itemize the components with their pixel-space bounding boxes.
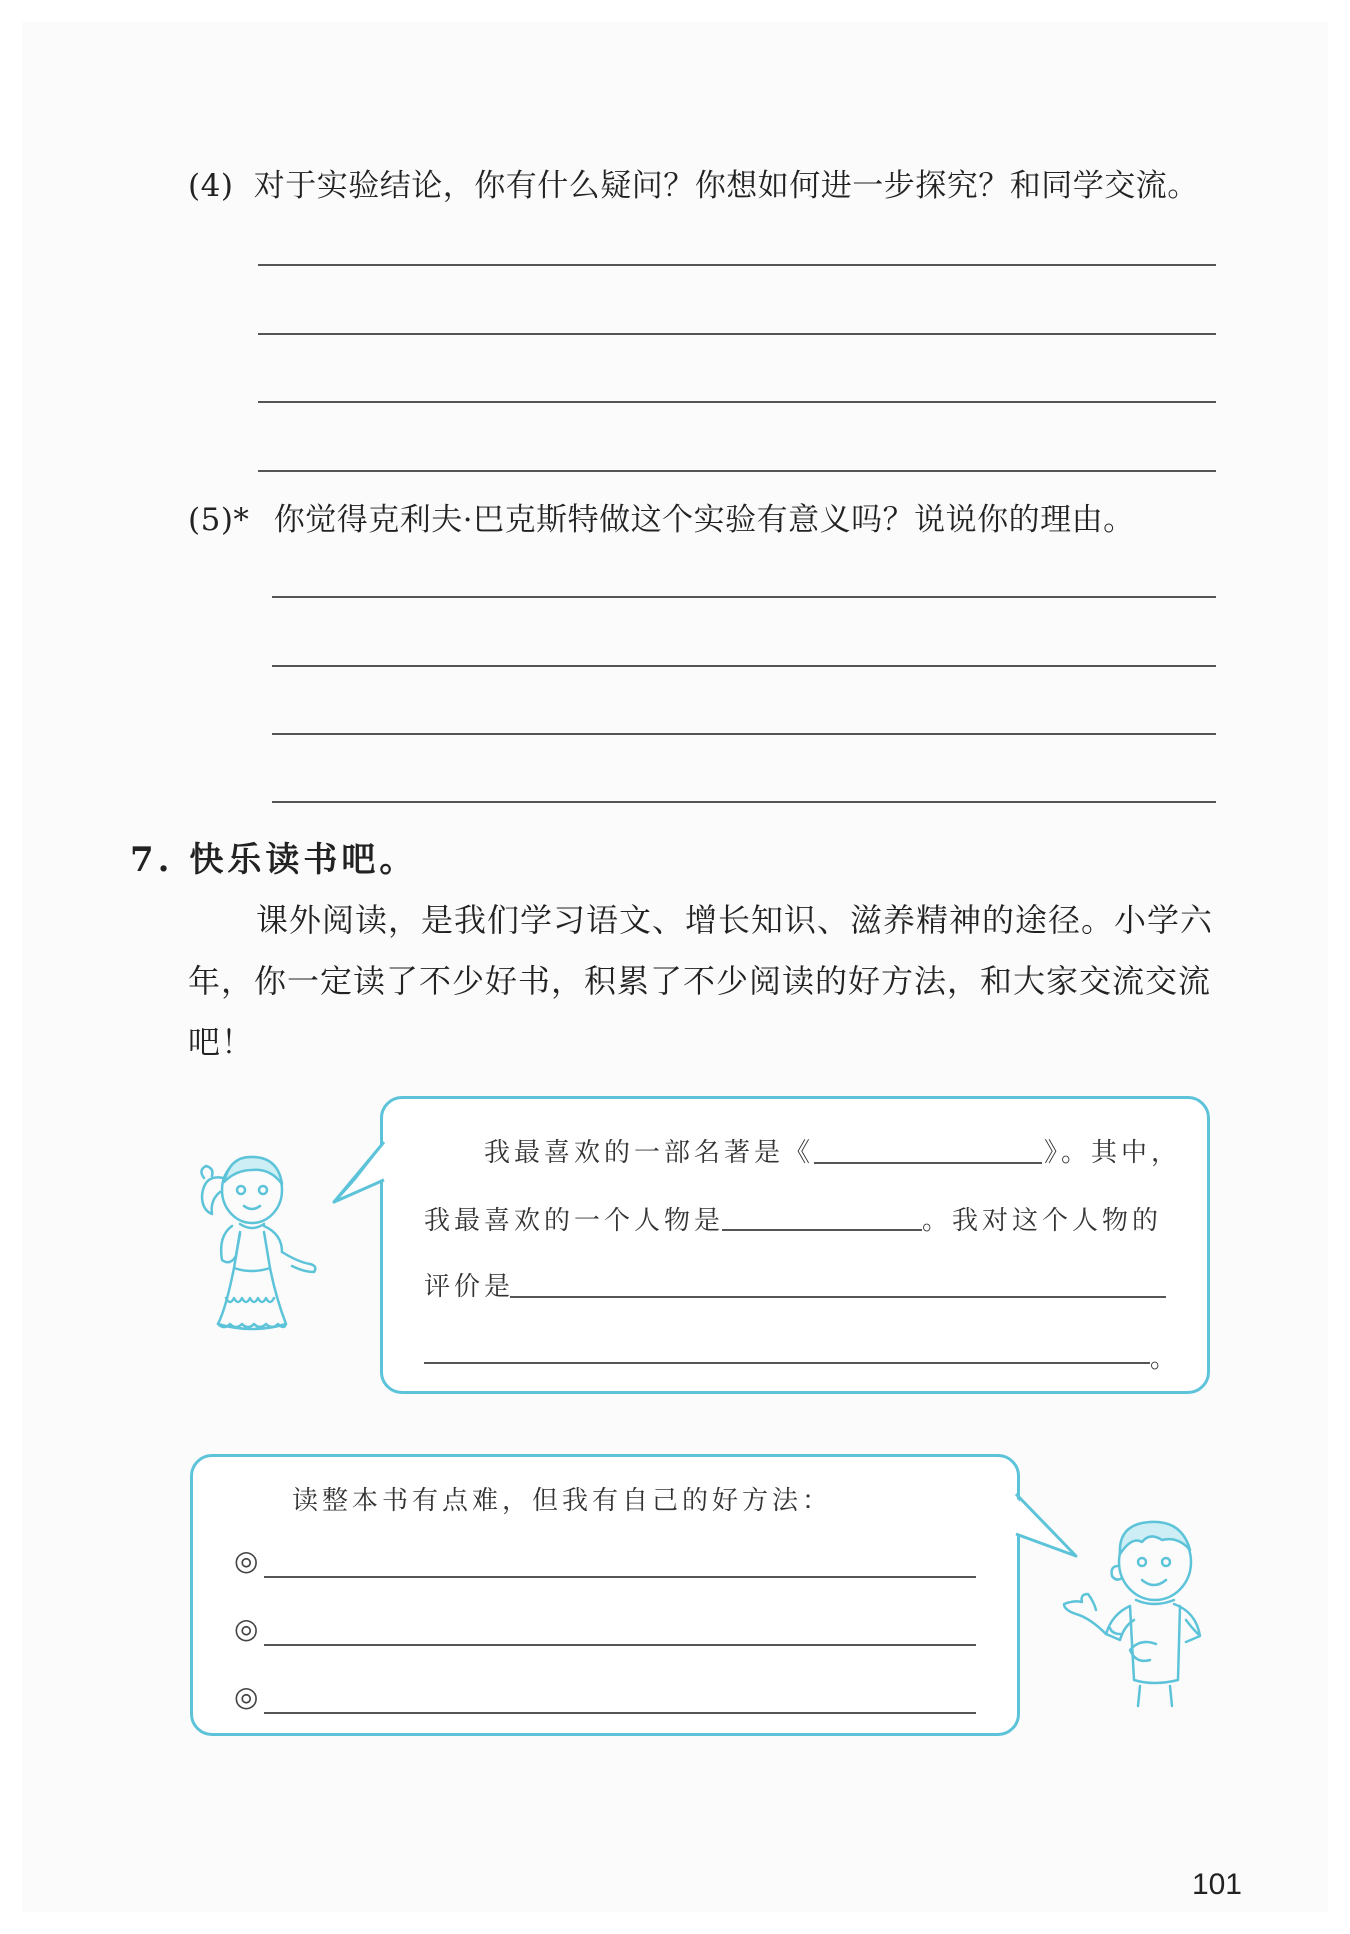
bubble-girl-line1-suffix: 》。其中，	[1044, 1138, 1182, 1168]
answer-line-q4-4[interactable]	[258, 470, 1216, 472]
question-5	[188, 494, 1135, 539]
method-bullet-2: ◎	[234, 1612, 259, 1645]
method-blank-2[interactable]	[264, 1644, 976, 1646]
question-4	[188, 160, 1199, 205]
answer-line-q4-3[interactable]	[258, 401, 1216, 403]
section-7-heading: 7. 快乐读书吧。	[130, 840, 418, 880]
question-4-number: (4)	[188, 168, 234, 204]
answer-line-q5-1[interactable]	[272, 596, 1216, 598]
answer-line-q4-1[interactable]	[258, 264, 1216, 266]
method-blank-3[interactable]	[264, 1712, 976, 1714]
method-bullet-1: ◎	[234, 1544, 259, 1577]
boy-illustration	[1050, 1510, 1220, 1710]
bubble-girl-line3-prefix: 评价是	[424, 1272, 515, 1302]
book-title-blank[interactable]	[814, 1162, 1042, 1164]
answer-line-q4-2[interactable]	[258, 333, 1216, 335]
method-bullet-3: ◎	[234, 1680, 259, 1713]
answer-line-q5-3[interactable]	[272, 733, 1216, 735]
bubble-girl-tail-join	[330, 1138, 390, 1218]
bubble-girl-line2-prefix: 我最喜欢的一个人物是	[424, 1206, 725, 1236]
bubble-boy-intro: 读整本书有点难，但我有自己的好方法：	[292, 1486, 833, 1516]
question-4-text: 对于实验结论，你有什么疑问？你想如何进一步探究？和同学交流。	[253, 168, 1199, 204]
bubble-girl-line1-prefix: 我最喜欢的一部名著是《	[484, 1138, 815, 1168]
page-number: 101	[1191, 1868, 1242, 1901]
question-5-text: 你觉得克利夫·巴克斯特做这个实验有意义吗？说说你的理由。	[273, 502, 1135, 538]
bubble-girl-line4-suffix: 。	[1150, 1344, 1181, 1374]
section-7-paragraph: 课外阅读，是我们学习语文、增长知识、滋养精神的途径。小学六年，你一定读了不少好书，积累了不少阅读的好方法，和大家交流交流吧！	[188, 901, 1214, 1061]
answer-line-q5-4[interactable]	[272, 801, 1216, 803]
answer-line-q5-2[interactable]	[272, 665, 1216, 667]
bubble-girl-line2-suffix: 。我对这个人物的	[922, 1206, 1163, 1236]
evaluation-blank-2[interactable]	[424, 1362, 1150, 1364]
girl-illustration	[190, 1148, 330, 1338]
question-5-number: (5)*	[188, 502, 250, 538]
evaluation-blank-1[interactable]	[510, 1296, 1166, 1298]
method-blank-1[interactable]	[264, 1576, 976, 1578]
character-blank[interactable]	[722, 1229, 922, 1231]
